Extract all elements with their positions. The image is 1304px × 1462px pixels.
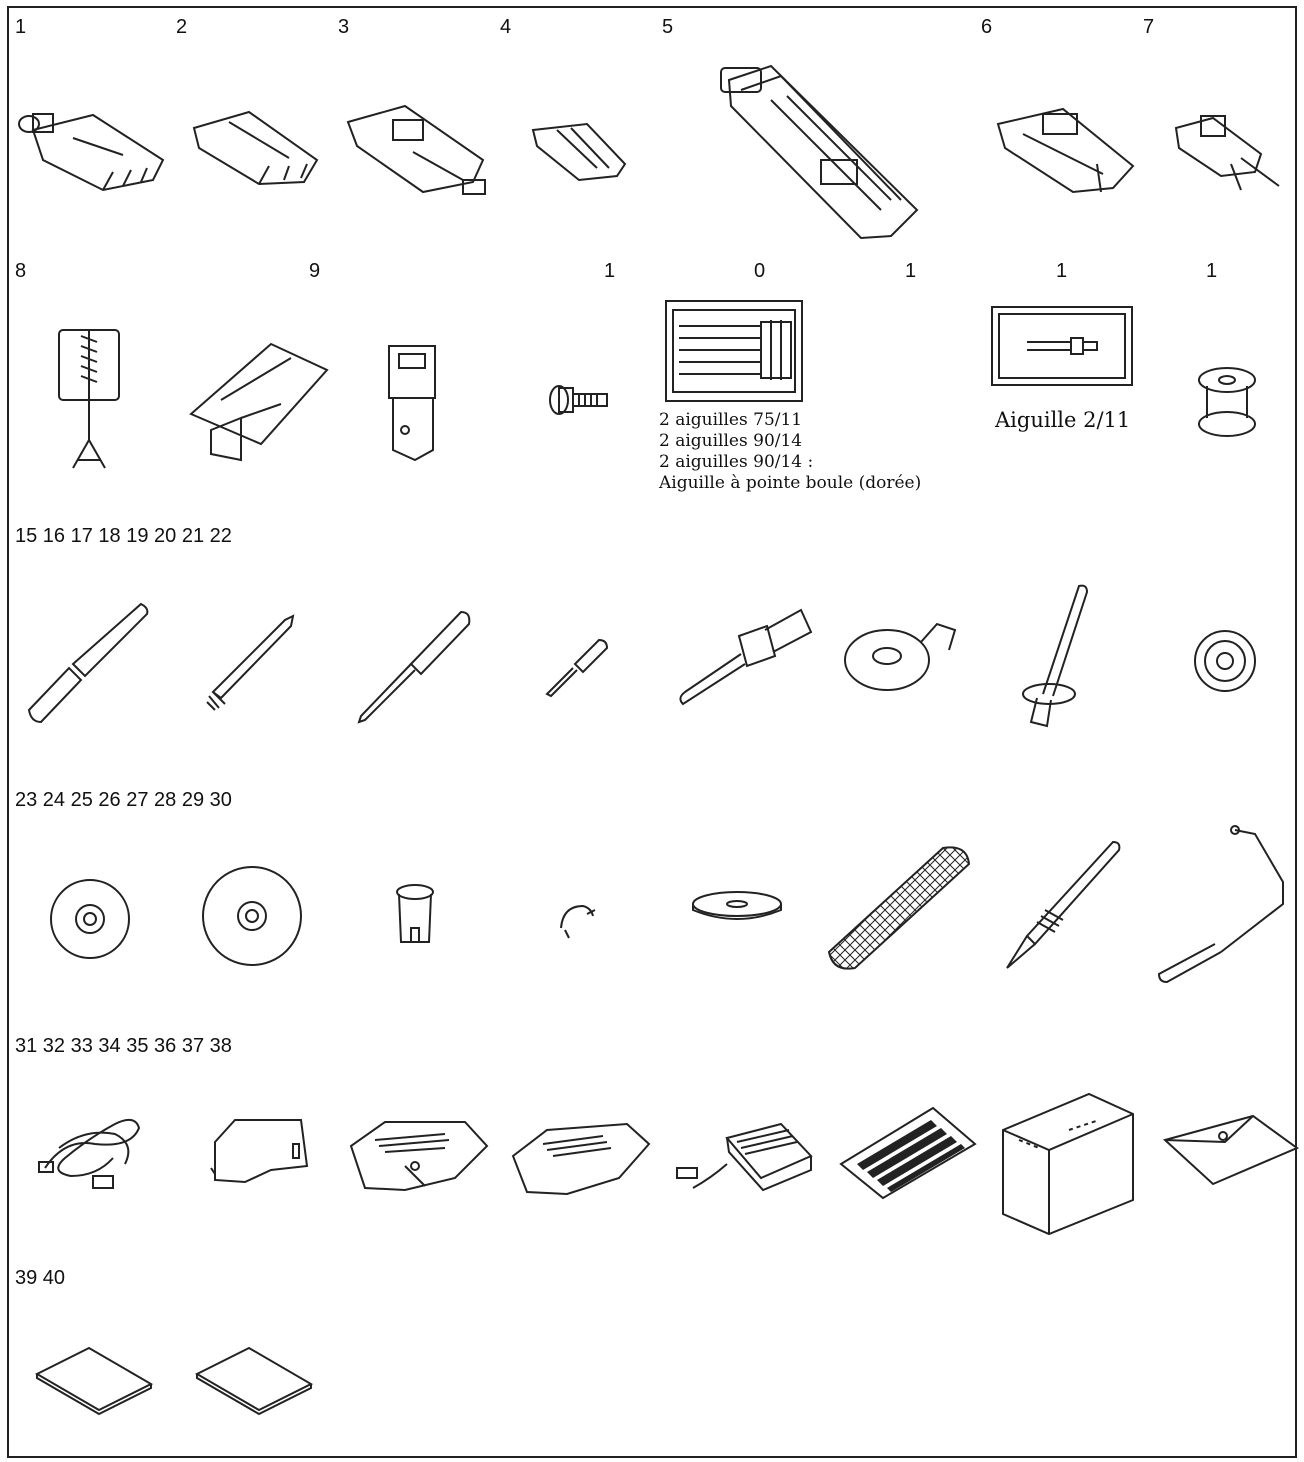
presser-foot-icon: [993, 104, 1139, 196]
disc-screwdriver-icon: [669, 606, 813, 708]
grid-sheet-icon: [837, 1104, 977, 1200]
seam-ripper-icon: [23, 600, 151, 724]
item-number-6: 6: [981, 16, 993, 38]
item-number-13: 1: [1206, 260, 1218, 282]
usb-cable-icon: [35, 1108, 147, 1194]
needle-pack-icon: [665, 300, 803, 402]
eyelet-punch-icon: [351, 604, 473, 728]
spool-cap-icon: [49, 878, 131, 960]
twin-needle-caption: Aiguille 2/11: [995, 408, 1131, 432]
touch-pen-icon: [997, 836, 1125, 976]
needle-pack-line-3: 2 aiguilles 90/14 :: [659, 452, 814, 472]
screw-icon: [547, 384, 611, 416]
row4-item-numbers: 23 24 25 26 27 28 29 30: [15, 789, 232, 811]
item-number-8: 8: [15, 260, 27, 282]
foot-controller-icon: [671, 1118, 813, 1202]
walking-foot-icon: [181, 334, 331, 464]
presser-foot-icon: [527, 120, 633, 184]
item-number-12: 1: [1056, 260, 1068, 282]
spool-pin-icon: [999, 578, 1099, 730]
spool-cap-icon: [843, 616, 959, 696]
spool-felt-icon: [553, 898, 597, 942]
buttonhole-foot-icon: [711, 60, 923, 242]
walking-foot-icon: [381, 340, 443, 462]
presser-foot-icon: [13, 100, 169, 196]
twin-needle-icon: [991, 306, 1133, 386]
item-number-9: 9: [309, 260, 321, 282]
row6-item-numbers: 39 40: [15, 1267, 66, 1289]
row3-item-numbers: 15 16 17 18 19 20 21 22: [15, 525, 232, 547]
spool-cap-icon: [201, 864, 303, 968]
accessory-bag-icon: [1161, 1112, 1299, 1188]
presser-foot-icon: [1171, 114, 1283, 194]
screwdriver-icon: [545, 634, 611, 700]
needle-plate-icon: [507, 1120, 653, 1200]
needle-pack-line-1: 2 aiguilles 75/11: [659, 410, 803, 430]
accessories-sheet: [7, 6, 1297, 1458]
item-number-5: 5: [662, 16, 674, 38]
spool-net-icon: [825, 840, 973, 972]
knee-lifter-icon: [1155, 824, 1291, 990]
needle-plate-icon: [345, 1116, 491, 1198]
needle-pack-caption: [659, 410, 921, 494]
cleaning-brush-icon: [205, 612, 301, 712]
item-number-10b: 0: [754, 260, 766, 282]
dust-cover-icon: [999, 1090, 1137, 1236]
walking-foot-icon: [51, 320, 127, 480]
spool-insert-icon: [1191, 626, 1259, 696]
needle-pack-line-2: 2 aiguilles 90/14: [659, 431, 803, 451]
needle-pack-line-4: Aiguille à pointe boule (dorée): [659, 473, 922, 493]
presser-foot-icon: [343, 100, 493, 202]
spool-insert-icon: [393, 882, 437, 952]
manual-icon: [33, 1344, 155, 1414]
item-number-2: 2: [176, 16, 188, 38]
item-number-10: 1: [604, 260, 616, 282]
item-number-7: 7: [1143, 16, 1155, 38]
item-number-11: 1: [905, 260, 917, 282]
row5-item-numbers: 31 32 33 34 35 36 37 38: [15, 1035, 232, 1057]
item-number-1: 1: [15, 16, 27, 38]
item-number-4: 4: [500, 16, 512, 38]
presser-foot-icon: [189, 108, 321, 188]
spool-felt-icon: [689, 888, 785, 924]
needle-plate-cover-icon: [205, 1116, 311, 1192]
bobbin-icon: [1193, 366, 1261, 438]
item-number-3: 3: [338, 16, 350, 38]
manual-icon: [193, 1344, 315, 1414]
